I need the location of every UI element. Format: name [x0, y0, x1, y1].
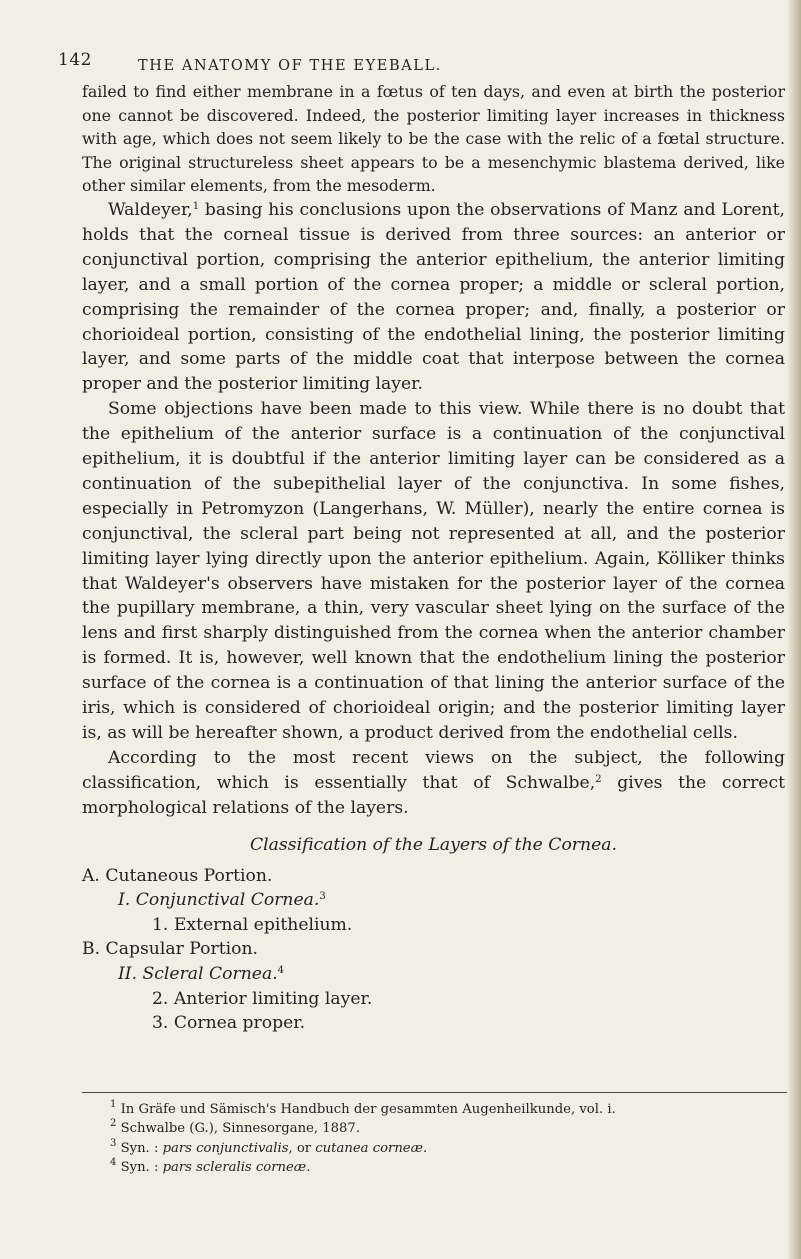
page-number: 142	[58, 50, 92, 70]
footnote-ref: 3	[319, 891, 326, 903]
paragraph-waldeyer	[82, 198, 785, 397]
paragraph-continued: failed to find either membrane in a fœtus of ten days, and even at birth the posterior one cannot be discovered. Indeed, the posterior limiting layer increases in thickness with age, which does not seem likely to be the case with the relic of a fœtal structure. The original structureless sheet appears to be a mesenchymic blastema derived, like other similar elements, from the mesoderm.	[82, 82, 785, 196]
footnote-ref: 4	[277, 965, 285, 976]
paragraph-text: gives the correct morphological relations of the layers.	[82, 772, 786, 818]
classification-list	[82, 864, 785, 1036]
footnote-ref: 2	[595, 773, 602, 785]
classification-title: Classification of the Layers of the Cornea.	[250, 834, 617, 855]
footnote: $^3$ Syn. : pars conjunctivalis, or cutanea corneæ.	[110, 1137, 428, 1156]
footnotes	[110, 1100, 790, 1178]
book-page	[58, 0, 788, 1176]
paragraph-text: basing his conclusions upon the observations of Manz and Lorent, holds that the corneal tissue is derived from three sources: an anterior or conjunctival portion, comprising the anterior epithelium, the anterior limiting layer, and a small portion of the cornea proper; a middle or scleral portion, comprising the remainder of the cornea proper; and, finally, a posterior or chorioideal portion, consisting of the endothelial lining, the posterior limiting layer, and some parts of the middle coat that interpose between the cornea proper and the posterior limiting layer.	[82, 199, 785, 395]
paragraph-lead: According to the most recent views on the subject, the following classification, which is essentially that of Schwalbe,	[82, 747, 785, 793]
footnote-divider	[82, 1092, 787, 1093]
list-item: B. Capsular Portion.	[82, 939, 258, 960]
list-item: 1. External epithelium.	[152, 914, 353, 935]
footnote-ref: 1	[192, 200, 200, 212]
list-item: 2. Anterior limiting layer.	[152, 988, 373, 1009]
page-header	[58, 0, 788, 82]
footnote: $^2$ Schwalbe (G.), Sinnesorgane, 1887.	[110, 1118, 361, 1137]
list-item: II. Scleral Cornea.$^4$	[118, 964, 285, 984]
list-item: I. Conjunctival Cornea.$^3$	[118, 890, 326, 911]
paragraph-objections: Some objections have been made to this view. While there is no doubt that the epithelium of the anterior surface is a continuation of the conjunctival epithelium, it is doubtful if the anterior limiting layer can be considered as a continuation of the subepithelial layer of the conjunctiva. In some fishes, especially in Petromyzon (Langerhans, W. Müller), nearly the entire cornea is conjunctival, the scleral part being not represented at all, and the posterior limiting layer lying directly upon the anterior epithelium. Again, Kölliker thinks that Waldeyer's observers have mistaken for the posterior layer of the cornea the pupillary membrane, a thin, very vascular sheet lying on the surface of the lens and first sharply distinguished from the cornea when the anterior chamber is formed. It is, however, well known that the endothelium lining the posterior surface of the cornea is a continuation of that lining the anterior surface of the iris, which is considered of chorioideal origin; and the posterior limiting layer is, as will be hereafter shown, a product derived from the endothelial cells.	[82, 399, 785, 743]
body-text	[82, 80, 785, 1036]
author-name: Waldeyer,	[108, 199, 193, 220]
footnote: $^4$ Syn. : pars scleralis corneæ.	[110, 1157, 311, 1176]
footnote: $^1$ In Gräfe und Sämisch's Handbuch der gesammten Augenheilkunde, vol. i.	[110, 1099, 616, 1117]
running-head: THE ANATOMY OF THE EYEBALL.	[138, 58, 442, 74]
list-item: 3. Cornea proper.	[152, 1013, 306, 1034]
list-item: A. Cutaneous Portion.	[82, 865, 273, 886]
paragraph-according	[82, 746, 785, 821]
page-edge-shadow	[787, 0, 801, 1259]
